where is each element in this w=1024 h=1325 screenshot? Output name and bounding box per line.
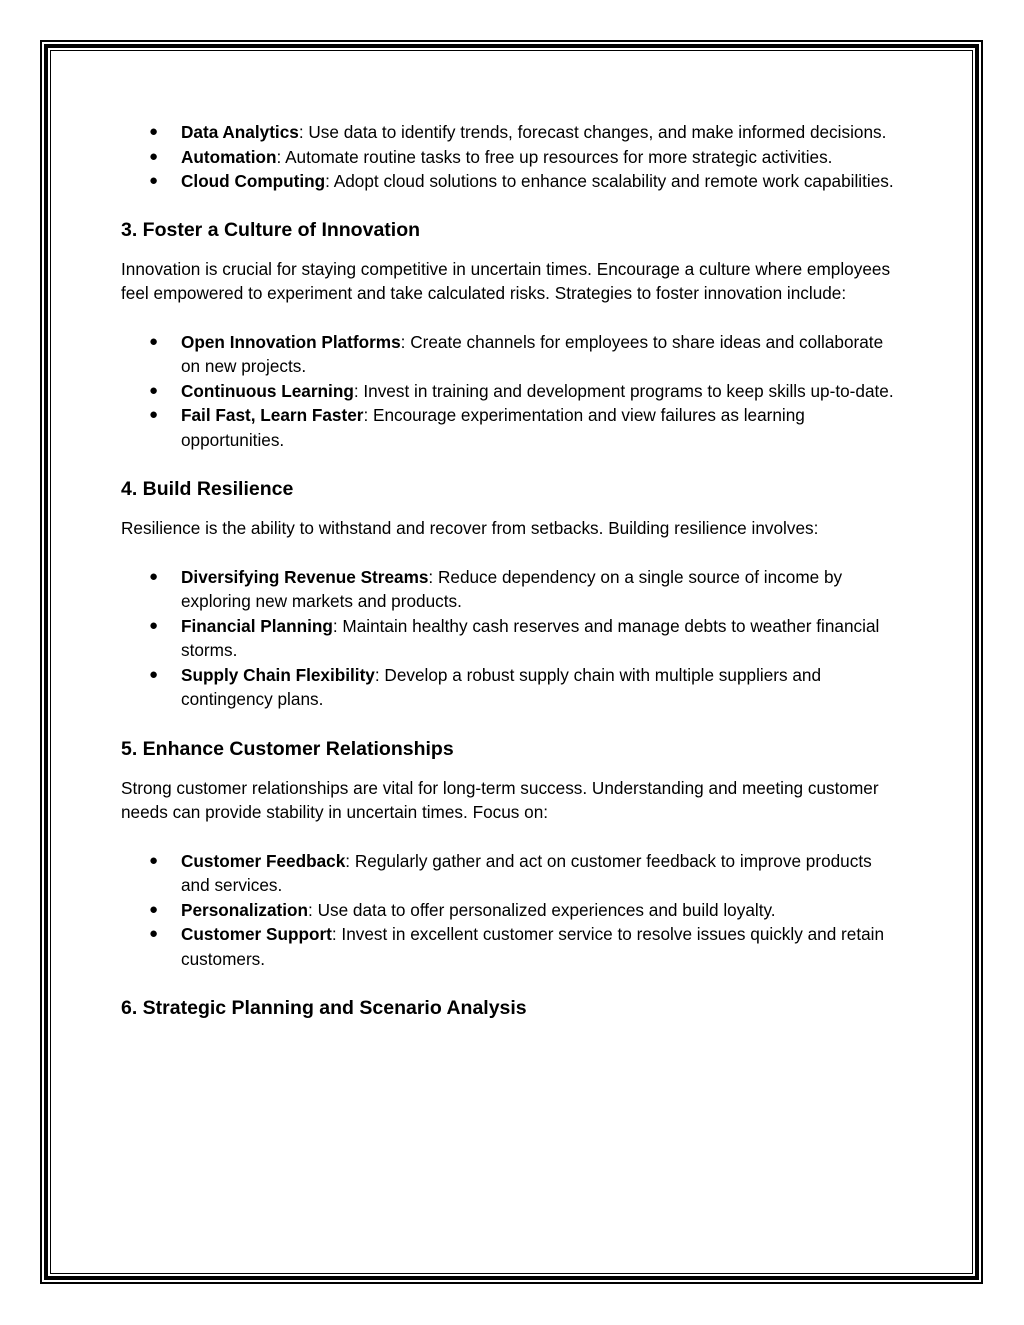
bullet-term: Diversifying Revenue Streams	[181, 566, 429, 587]
bullet-text: : Develop a robust supply chain with multiple suppliers and contingency plans.	[181, 664, 822, 709]
bullet-text: : Adopt cloud solutions to enhance scalability and remote work capabilities.	[325, 171, 894, 191]
bullet-icon: ●	[149, 851, 159, 869]
list-item	[121, 614, 901, 663]
bullet-icon: ●	[149, 925, 159, 942]
list-item	[121, 169, 901, 194]
intro-bullet-list	[121, 120, 901, 194]
bullet-icon: ●	[149, 665, 159, 683]
section-paragraph: Strong customer relationships are vital for long-term success. Understanding and meeting customer needs can provide stability in uncertain times. Focus on:	[121, 777, 879, 822]
bullet-term: Data Analytics	[181, 122, 299, 142]
bullet-term: Supply Chain Flexibility	[181, 664, 375, 685]
bullet-icon: ●	[149, 123, 159, 140]
bullet-term: Personalization	[181, 899, 309, 920]
bullet-text: : Maintain healthy cash reserves and manage debts to weather financial storms.	[181, 615, 880, 660]
section-bullet-list	[121, 849, 901, 972]
section-paragraph: Innovation is crucial for staying competitive in uncertain times. Encourage a culture where employees feel empowered to experiment and take calculated risks. Strategies to foster innovation include:	[121, 258, 891, 303]
section-bullet-list	[121, 565, 901, 712]
bullet-icon: ●	[149, 900, 159, 918]
section-heading: 4. Build Resilience	[121, 478, 294, 500]
bullet-icon: ●	[149, 406, 159, 423]
bullet-term: Customer Feedback	[181, 850, 346, 871]
section-heading: 5. Enhance Customer Relationships	[121, 737, 454, 760]
section-heading: 6. Strategic Planning and Scenario Analysis	[121, 997, 527, 1019]
bullet-icon: ●	[149, 147, 159, 165]
list-item	[121, 145, 901, 170]
document-body	[121, 120, 901, 1035]
list-item	[121, 565, 901, 614]
bullet-term: Fail Fast, Learn Faster	[181, 405, 364, 425]
list-item	[121, 849, 901, 898]
section-customer-relationships	[121, 736, 901, 972]
bullet-icon: ●	[149, 616, 159, 634]
bullet-text: : Invest in training and development programs to keep skills up-to-date.	[353, 380, 894, 401]
bullet-text: : Encourage experimentation and view failures as learning opportunities.	[181, 405, 805, 450]
bullet-text: : Create channels for employees to share ideas and collaborate on new projects.	[181, 331, 884, 376]
section-heading: 3. Foster a Culture of Innovation	[121, 218, 421, 241]
list-item	[121, 379, 901, 404]
list-item	[121, 403, 901, 452]
bullet-term: Automation	[181, 146, 277, 167]
section-innovation	[121, 217, 901, 453]
bullet-text: : Regularly gather and act on customer feedback to improve products and services.	[181, 850, 872, 895]
list-item	[121, 120, 901, 145]
bullet-term: Cloud Computing	[181, 171, 326, 191]
list-item	[121, 922, 901, 971]
bullet-icon: ●	[149, 332, 159, 350]
bullet-term: Customer Support	[181, 924, 332, 944]
section-resilience	[121, 476, 901, 712]
section-strategic-planning	[121, 995, 901, 1021]
bullet-text: : Reduce dependency on a single source of income by exploring new markets and products.	[181, 566, 843, 611]
bullet-text: : Use data to identify trends, forecast changes, and make informed decisions.	[298, 122, 887, 142]
section-paragraph: Resilience is the ability to withstand and recover from setbacks. Building resilience involves:	[121, 518, 819, 538]
section-bullet-list	[121, 330, 901, 453]
bullet-term: Financial Planning	[181, 615, 333, 636]
list-item	[121, 330, 901, 379]
bullet-icon: ●	[149, 567, 159, 585]
list-item	[121, 898, 901, 923]
bullet-text: : Use data to offer personalized experiences and build loyalty.	[308, 899, 776, 920]
bullet-term: Continuous Learning	[181, 380, 354, 401]
bullet-text: : Invest in excellent customer service to resolve issues quickly and retain customers.	[181, 924, 885, 969]
bullet-icon: ●	[149, 381, 159, 399]
bullet-text: : Automate routine tasks to free up resources for more strategic activities.	[276, 146, 833, 167]
list-item	[121, 663, 901, 712]
bullet-icon: ●	[149, 172, 159, 189]
bullet-term: Open Innovation Platforms	[181, 331, 401, 352]
